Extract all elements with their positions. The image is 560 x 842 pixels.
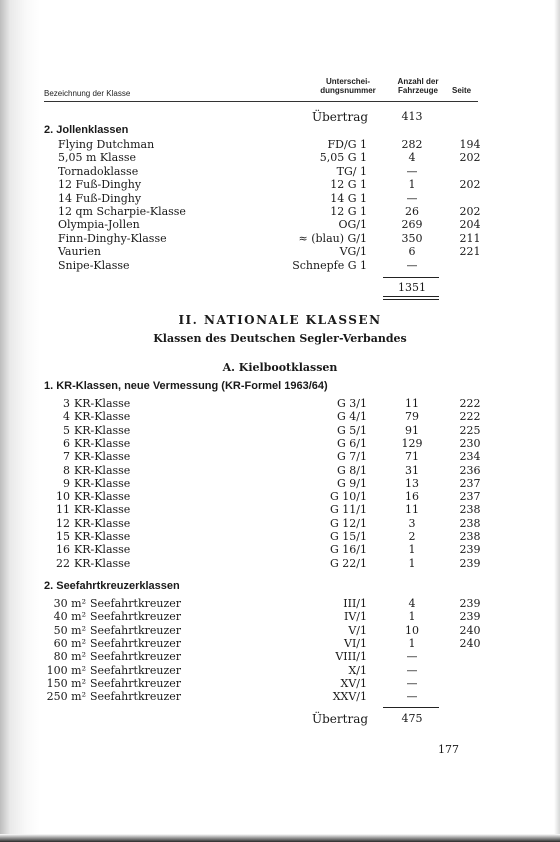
row-count: — [406,191,418,205]
row-count: 269 [401,218,423,232]
row-page: 240 [459,636,481,650]
row-class-name: 14 Fuß-Dinghy [58,191,142,205]
row-sail-code: VG/1 [339,245,367,259]
row-prefix: 40 m² [53,610,86,624]
row-page: 238 [459,530,481,543]
row-class-name: KR-Klasse [74,503,131,517]
table-row [0,218,560,231]
row-page: 230 [459,436,481,450]
row-prefix: 5 [63,423,70,437]
row-sail-code: G 11/1 [330,503,367,517]
row-page: 222 [459,397,481,410]
table-row [0,397,560,410]
row-page: 240 [459,623,481,637]
row-prefix: 22 [56,556,70,570]
sum-rule-bottom [383,707,439,708]
row-page: 238 [459,503,481,517]
header-rule [44,101,478,102]
row-prefix: 80 m² [53,650,86,664]
row-page: 211 [459,231,481,245]
table-row [0,650,560,663]
row-count: 1 [408,556,416,570]
row-prefix: 15 [56,530,70,543]
row-count: 79 [405,410,419,424]
row-count: 6 [408,245,416,259]
table-row [0,178,560,191]
row-class-name: KR-Klasse [74,397,131,410]
row-page: 239 [459,556,481,570]
row-count: 1 [408,636,416,650]
row-count: 11 [405,397,419,410]
row-class-name: Olympia-Jollen [58,218,140,232]
row-class-name: Seefahrtkreuzer [90,650,182,664]
row-sail-code: ≈ (blau) G/1 [298,231,367,245]
row-page: 202 [459,178,481,192]
row-page: 202 [459,151,481,165]
row-page: 234 [459,450,481,464]
row-sail-code: III/1 [343,597,367,610]
table-row [0,637,560,650]
row-page: 221 [459,245,481,259]
table-row [0,597,560,610]
row-count: — [406,663,418,677]
row-page: 225 [459,423,481,437]
row-class-name: Flying Dutchman [58,138,155,151]
row-sail-code: G 10/1 [330,490,367,504]
row-prefix: 30 m² [53,597,86,610]
column-header-name: Bezeichnung der Klasse [44,89,131,98]
row-prefix: 3 [63,397,70,410]
row-class-name: Seefahrtkreuzer [90,676,182,690]
carry-over-label: Übertrag [312,110,369,124]
row-prefix: 250 m² [46,690,86,704]
row-prefix: 10 [56,490,70,504]
row-class-name: KR-Klasse [74,516,131,530]
row-count: 91 [405,423,419,437]
row-class-name: KR-Klasse [74,490,131,504]
table-row [0,205,560,218]
row-page: 194 [459,138,481,151]
table-row [0,610,560,623]
row-class-name: KR-Klasse [74,543,131,557]
row-class-name: 5,05 m Klasse [58,151,137,165]
row-sail-code: TG/ 1 [336,164,367,178]
row-sail-code: X/1 [348,663,367,677]
carry-over-bottom-count: 475 [401,712,423,725]
table-row [0,664,560,677]
table-row [0,464,560,477]
row-sail-code: XXV/1 [332,690,367,704]
row-sail-code: G 9/1 [337,476,367,490]
row-sail-code: VI/1 [344,636,367,650]
row-class-name: Tornadoklasse [58,164,139,178]
row-class-name: 12 qm Scharpie-Klasse [58,205,186,218]
table-row [0,138,560,151]
section-title-kr: 1. KR-Klassen, neue Vermessung (KR-Formel 1963/64) [44,380,328,392]
column-header-code: Unterschei- dungsnummer [320,77,376,95]
row-prefix: 6 [63,436,70,450]
row-class-name: KR-Klasse [74,463,131,477]
row-count: 13 [405,476,419,490]
row-count: — [406,690,418,704]
row-page: 202 [459,205,481,218]
table-row [0,690,560,703]
row-count: 71 [405,450,419,464]
row-count: 282 [401,138,423,151]
row-class-name: Finn-Dinghy-Klasse [58,231,167,245]
row-class-name: Seefahrtkreuzer [90,663,182,677]
row-class-name: KR-Klasse [74,530,131,543]
row-prefix: 11 [56,503,70,517]
table-row [0,490,560,503]
row-count: 3 [408,516,416,530]
row-count: 4 [408,151,416,165]
table-row [0,151,560,164]
row-class-name: Seefahrtkreuzer [90,623,182,637]
row-prefix: 100 m² [46,663,86,677]
row-count: 129 [401,436,423,450]
row-count: — [406,650,418,664]
table-row [0,624,560,637]
row-sail-code: G 15/1 [330,530,367,543]
national-classes-heading: II. NATIONALE KLASSEN [178,313,382,327]
row-sail-code: G 6/1 [337,436,367,450]
row-count: 11 [405,503,419,517]
row-count: 350 [401,231,423,245]
row-class-name: Seefahrtkreuzer [90,636,182,650]
row-class-name: KR-Klasse [74,423,131,437]
table-row [0,437,560,450]
row-sail-code: 12 G 1 [330,205,367,218]
table-row [0,232,560,245]
row-count: 4 [408,597,416,610]
table-row [0,503,560,516]
row-sail-code: 5,05 G 1 [319,151,367,165]
column-header-page: Seite [452,86,472,95]
row-count: 16 [405,490,419,504]
row-page: 237 [459,476,481,490]
table-row [0,450,560,463]
row-class-name: Seefahrtkreuzer [90,610,182,624]
row-prefix: 4 [63,410,70,424]
row-count: — [406,258,418,272]
row-sail-code: XV/1 [340,676,367,690]
row-count: — [406,676,418,690]
row-sail-code: G 12/1 [330,516,367,530]
table-row [0,557,560,570]
row-sail-code: G 5/1 [337,423,367,437]
page-number: 177 [438,743,459,756]
row-page: 237 [459,490,481,504]
row-sail-code: G 16/1 [330,543,367,557]
scan-bottom-edge [0,834,560,842]
row-sail-code: 12 G 1 [330,178,367,192]
row-class-name: KR-Klasse [74,476,131,490]
row-class-name: 12 Fuß-Dinghy [58,178,142,192]
row-class-name: Snipe-Klasse [58,258,130,272]
row-page: 204 [459,218,481,232]
row-sail-code: FD/G 1 [327,138,367,151]
row-page: 222 [459,410,481,424]
row-class-name: KR-Klasse [74,450,131,464]
row-count: 31 [405,463,419,477]
row-count: 26 [405,205,419,218]
row-count: 1 [408,610,416,624]
section-title-jollen: 2. Jollenklassen [44,124,129,136]
row-count: 2 [408,530,416,543]
section-title-seefahrt: 2. Seefahrtkreuzerklassen [44,580,180,592]
table-row [0,424,560,437]
carry-over-bottom-label: Übertrag [312,712,369,726]
table-row [0,477,560,490]
row-class-name: KR-Klasse [74,556,131,570]
table-row [0,192,560,205]
kielboot-heading: A. Kielbootklassen [222,361,338,374]
row-prefix: 16 [56,543,70,557]
table-row [0,530,560,543]
row-prefix: 50 m² [53,623,86,637]
row-class-name: KR-Klasse [74,410,131,424]
row-sail-code: G 7/1 [337,450,367,464]
row-class-name: Seefahrtkreuzer [90,597,182,610]
column-header-count: Anzahl der Fahrzeuge [397,77,439,95]
row-class-name: KR-Klasse [74,436,131,450]
row-count: 1 [408,543,416,557]
row-sail-code: 14 G 1 [330,191,367,205]
row-sail-code: VIII/1 [335,650,367,664]
row-prefix: 7 [63,450,70,464]
row-page: 239 [459,610,481,624]
row-page: 239 [459,597,481,610]
sum-rule [383,277,439,278]
table-row [0,259,560,272]
row-page: 239 [459,543,481,557]
double-rule [383,296,439,300]
table-row [0,543,560,556]
row-prefix: 8 [63,463,70,477]
row-class-name: Seefahrtkreuzer [90,690,182,704]
row-page: 236 [459,463,481,477]
table-row [0,165,560,178]
table-row [0,245,560,258]
row-sail-code: IV/1 [344,610,367,624]
carry-over-count: 413 [401,110,423,123]
jollen-total: 1351 [398,281,426,294]
table-row [0,410,560,423]
row-sail-code: V/1 [348,623,367,637]
row-class-name: Vaurien [58,245,101,259]
table-row [0,517,560,530]
row-sail-code: G 4/1 [337,410,367,424]
row-count: 10 [405,623,419,637]
national-classes-subtitle: Klassen des Deutschen Segler-Verbandes [153,332,407,345]
row-prefix: 9 [63,476,70,490]
row-sail-code: Schnepfe G 1 [292,258,367,272]
row-sail-code: G 22/1 [330,556,367,570]
row-count: — [406,164,418,178]
row-count: 1 [408,178,416,192]
row-sail-code: OG/1 [338,218,367,232]
row-prefix: 12 [56,516,70,530]
row-page: 238 [459,516,481,530]
row-prefix: 60 m² [53,636,86,650]
row-sail-code: G 8/1 [337,463,367,477]
row-sail-code: G 3/1 [337,397,367,410]
table-row [0,677,560,690]
row-prefix: 150 m² [46,676,86,690]
